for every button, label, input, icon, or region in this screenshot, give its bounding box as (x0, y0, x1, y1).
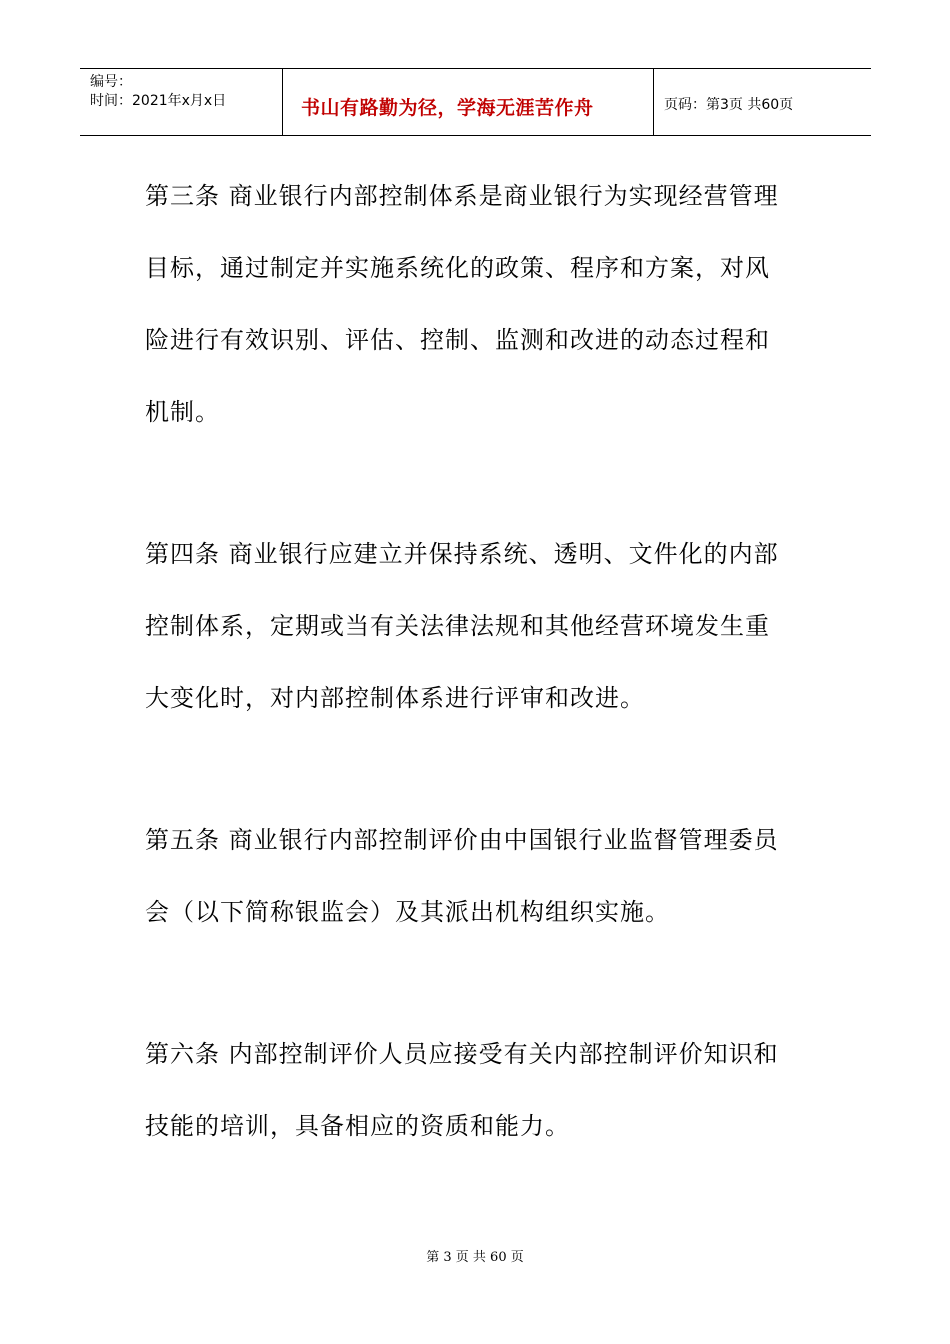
document-number-label: 编号： (90, 74, 132, 90)
article-paragraph (145, 160, 805, 448)
article-paragraph (145, 518, 805, 734)
header-meta-cell (80, 69, 282, 135)
paragraph-line: 第四条 商业银行应建立并保持系统、透明、文件化的内部 (145, 540, 779, 568)
paragraph-line: 机制。 (145, 398, 220, 426)
article-paragraph (145, 1018, 805, 1162)
paragraph-line: 技能的培训，具备相应的资质和能力。 (145, 1112, 570, 1140)
paragraph-line: 第六条 内部控制评价人员应接受有关内部控制评价知识和 (145, 1040, 779, 1068)
document-time-label: 时间：2021年x月x日 (90, 93, 227, 109)
article-paragraph (145, 804, 805, 948)
paragraph-line: 会（以下简称银监会）及其派出机构组织实施。 (145, 898, 670, 926)
page-footer: 第 3 页 共 60 页 (426, 1250, 524, 1265)
paragraph-line: 险进行有效识别、评估、控制、监测和改进的动态过程和 (145, 326, 770, 354)
header-page-cell (654, 69, 871, 135)
page-header (80, 68, 871, 136)
paragraph-line: 大变化时，对内部控制体系进行评审和改进。 (145, 684, 645, 712)
paragraph-line: 目标，通过制定并实施系统化的政策、程序和方案，对风 (145, 254, 770, 282)
header-page-info: 页码：第3页 共60页 (664, 97, 794, 113)
document-body (145, 160, 805, 1232)
paragraph-line: 第三条 商业银行内部控制体系是商业银行为实现经营管理 (145, 182, 779, 210)
header-motto-cell (282, 69, 654, 135)
paragraph-line: 第五条 商业银行内部控制评价由中国银行业监督管理委员 (145, 826, 779, 854)
header-motto: 书山有路勤为径，学海无涯苦作舟 (301, 97, 594, 119)
paragraph-line: 控制体系，定期或当有关法律法规和其他经营环境发生重 (145, 612, 770, 640)
